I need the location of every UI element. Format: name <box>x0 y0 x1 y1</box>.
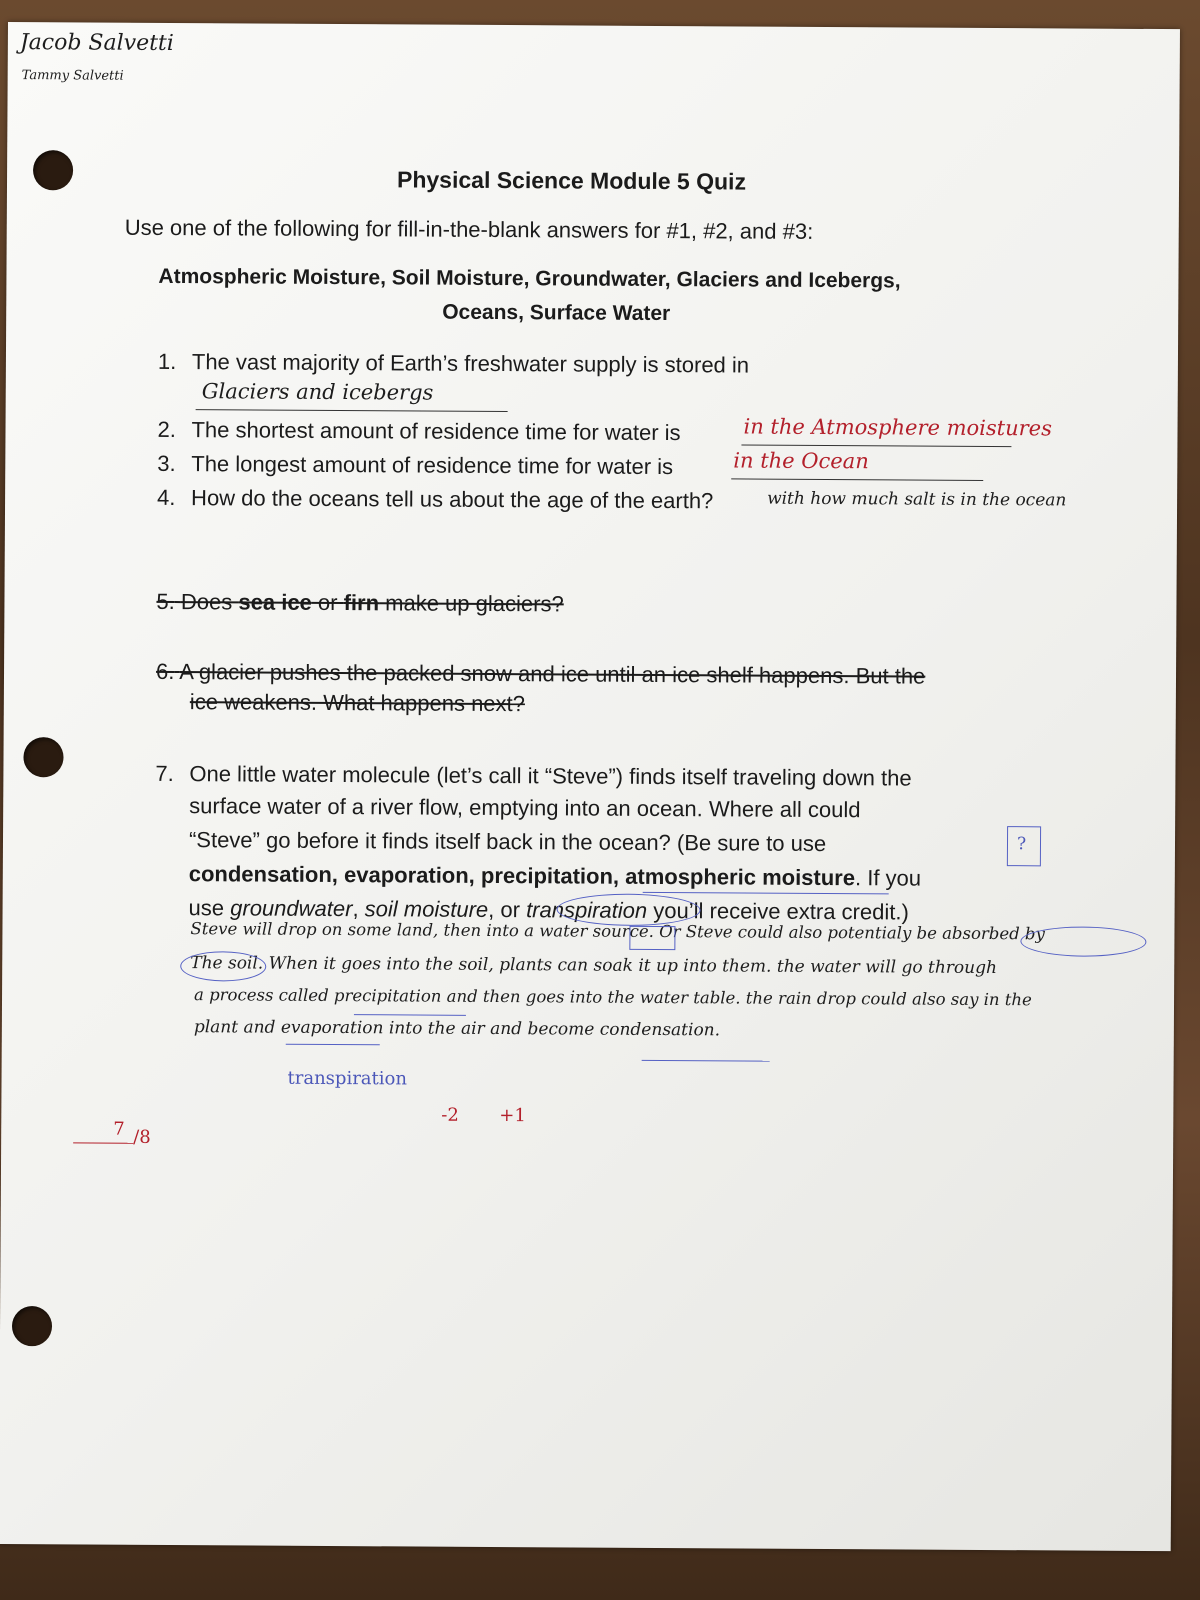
q7-line-5: use groundwater, soil moisture, or transpiration you’ll receive extra credit.) <box>188 895 909 925</box>
q7-answer-line-3: a process called precipitation and then goes into the water table. the rain drop could also say in the <box>194 985 1032 1010</box>
q7-number: 7. <box>155 760 174 787</box>
q7-answer-line-2: The soil. When it goes into the soil, plants can soak it up into them. the water will go through <box>190 953 998 979</box>
parent-name: Tammy Salvetti <box>21 68 124 84</box>
q3-answer: in the Ocean <box>733 448 869 474</box>
word-bank-line-2: Oceans, Surface Water <box>442 300 671 326</box>
q3-blank-line <box>731 478 983 481</box>
question-mark: ? <box>1016 834 1027 855</box>
atmospheric-moisture-underline <box>643 892 889 895</box>
q6-question <box>156 659 925 690</box>
instruction: Use one of the following for fill-in-the-blank answers for #1, #2, and #3: <box>124 214 814 244</box>
deduction-mark: -2 <box>441 1104 459 1126</box>
q7-answer-line-1: Steve will drop on some land, then into a water source. Or Steve could also potentialy be absorbed by <box>190 919 1045 944</box>
score-value: 7 <box>113 1118 125 1140</box>
q5-number: 5. <box>156 588 175 615</box>
binder-hole <box>12 1306 52 1346</box>
extra-credit-mark: +1 <box>499 1105 526 1127</box>
q6-line-1: A glacier pushes the packed snow and ice until an ice shelf happens. But the <box>179 659 926 689</box>
q7-line-1: One little water molecule (let’s call it “Steve”) finds itself traveling down the <box>189 761 912 791</box>
student-name: Jacob Salvetti <box>19 30 174 57</box>
q7-line-4: condensation, evaporation, precipitation, atmospheric moisture. If you <box>188 861 922 891</box>
evaporation-underline <box>286 1044 380 1046</box>
q7-line-2: surface water of a river flow, emptying into an ocean. Where all could <box>189 793 861 823</box>
q4-number: 4. <box>157 484 176 511</box>
q2-number: 2. <box>157 416 176 443</box>
q1-text: The vast majority of Earth’s freshwater supply is stored in <box>191 349 750 378</box>
q7-answer-line-4: plant and evaporation into the air and become condensation. <box>193 1017 721 1041</box>
absorbed-by-circle <box>1020 926 1146 957</box>
q6-line-2: ice weakens. What happens next? <box>189 689 526 717</box>
q7-line-3: “Steve” go before it finds itself back in the ocean? (Be sure to use <box>188 827 827 857</box>
q3-text: The longest amount of residence time for water is <box>191 451 674 480</box>
word-bank-line-1: Atmospheric Moisture, Soil Moisture, Groundwater, Glaciers and Icebergs, <box>158 264 901 293</box>
binder-hole <box>33 150 73 190</box>
q1-blank-line <box>196 409 508 412</box>
q2-blank-line <box>741 444 1011 447</box>
q1-number: 1. <box>157 348 177 375</box>
q5-question: 5. Does sea ice or firn make up glaciers? <box>156 588 564 617</box>
q2-text: The shortest amount of residence time for water is <box>191 417 681 446</box>
transpiration-note: transpiration <box>287 1067 408 1090</box>
q4-answer: with how much salt is in the ocean <box>767 488 1067 511</box>
score-line <box>73 1142 133 1143</box>
binder-hole <box>23 737 63 777</box>
source-box <box>629 926 675 950</box>
the-soil-circle <box>180 951 266 982</box>
q3-number: 3. <box>157 450 176 477</box>
quiz-paper <box>0 22 1180 1551</box>
quiz-title: Physical Science Module 5 Quiz <box>396 166 747 195</box>
q2-answer: in the Atmosphere moistures <box>743 414 1052 441</box>
q1-answer: Glaciers and icebergs <box>201 379 434 405</box>
q6-number: 6. <box>155 658 175 685</box>
score-total: /8 <box>133 1126 151 1148</box>
precipitation-underline <box>354 1014 466 1016</box>
condensation-underline <box>642 1060 770 1062</box>
q4-text: How do the oceans tell us about the age of the earth? <box>191 485 714 514</box>
